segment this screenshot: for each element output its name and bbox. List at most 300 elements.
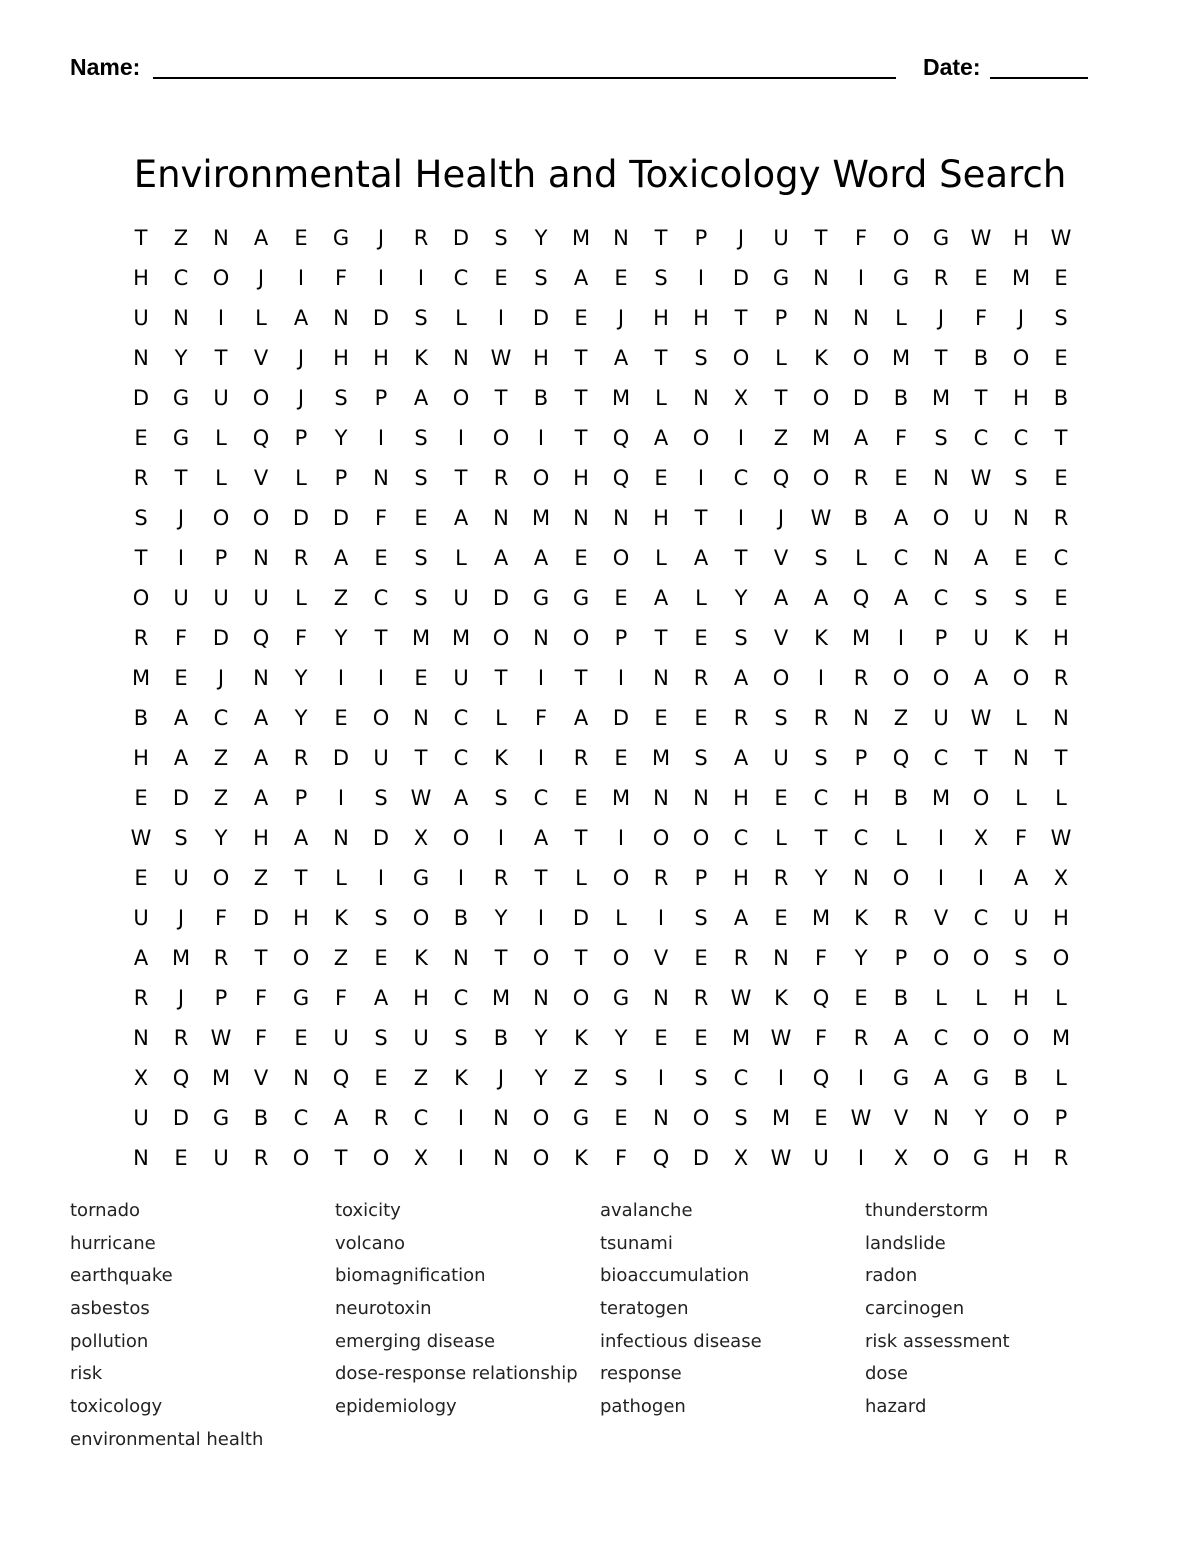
grid-letter[interactable]: Q <box>172 1066 190 1090</box>
grid-letter[interactable]: E <box>294 1026 308 1050</box>
grid-letter[interactable]: I <box>497 826 505 850</box>
grid-letter[interactable]: O <box>972 1026 990 1050</box>
grid-letter[interactable]: O <box>692 426 710 450</box>
grid-letter[interactable]: O <box>652 826 670 850</box>
grid-letter[interactable]: F <box>1014 826 1028 850</box>
grid-letter[interactable]: L <box>1015 706 1027 730</box>
grid-letter[interactable]: O <box>1012 1106 1030 1130</box>
grid-letter[interactable]: M <box>851 626 871 650</box>
grid-letter[interactable]: T <box>814 226 828 250</box>
grid-letter[interactable]: J <box>217 666 225 690</box>
grid-letter[interactable]: R <box>253 1146 269 1170</box>
grid-letter[interactable]: S <box>814 746 828 770</box>
grid-letter[interactable]: H <box>1013 226 1029 250</box>
grid-letter[interactable]: D <box>732 266 750 290</box>
grid-letter[interactable]: K <box>574 1146 588 1170</box>
grid-letter[interactable]: A <box>253 746 269 770</box>
grid-letter[interactable]: N <box>853 306 869 330</box>
grid-letter[interactable]: E <box>134 786 148 810</box>
grid-letter[interactable]: Y <box>534 226 548 250</box>
grid-letter[interactable]: M <box>411 626 431 650</box>
grid-letter[interactable]: F <box>214 906 228 930</box>
grid-letter[interactable]: R <box>213 946 229 970</box>
grid-letter[interactable]: L <box>455 306 467 330</box>
grid-letter[interactable]: E <box>1054 466 1068 490</box>
grid-letter[interactable]: D <box>132 386 150 410</box>
grid-letter[interactable]: N <box>653 1106 669 1130</box>
grid-letter[interactable]: R <box>853 666 869 690</box>
grid-letter[interactable]: G <box>412 866 430 890</box>
grid-letter[interactable]: F <box>614 1146 628 1170</box>
grid-letter[interactable]: N <box>613 506 629 530</box>
grid-letter[interactable]: L <box>655 546 667 570</box>
grid-letter[interactable]: C <box>733 466 749 490</box>
grid-letter[interactable]: Q <box>252 426 270 450</box>
grid-letter[interactable]: X <box>413 826 429 850</box>
grid-letter[interactable]: U <box>213 386 229 410</box>
grid-letter[interactable]: P <box>694 866 708 890</box>
grid-letter[interactable]: E <box>1054 346 1068 370</box>
grid-letter[interactable]: W <box>1050 826 1072 850</box>
grid-letter[interactable]: U <box>773 226 789 250</box>
grid-letter[interactable]: O <box>252 506 270 530</box>
grid-letter[interactable]: T <box>534 866 548 890</box>
grid-letter[interactable]: M <box>651 746 671 770</box>
grid-letter[interactable]: S <box>494 786 508 810</box>
grid-letter[interactable]: M <box>931 386 951 410</box>
grid-letter[interactable]: A <box>733 666 749 690</box>
grid-letter[interactable]: N <box>653 986 669 1010</box>
grid-letter[interactable]: S <box>694 346 708 370</box>
grid-letter[interactable]: O <box>212 506 230 530</box>
grid-letter[interactable]: L <box>975 986 987 1010</box>
grid-letter[interactable]: C <box>1053 546 1069 570</box>
grid-letter[interactable]: N <box>933 466 949 490</box>
grid-letter[interactable]: I <box>737 506 745 530</box>
grid-letter[interactable]: D <box>332 746 350 770</box>
grid-letter[interactable]: L <box>295 466 307 490</box>
grid-letter[interactable]: A <box>973 666 989 690</box>
grid-letter[interactable]: E <box>574 546 588 570</box>
grid-letter[interactable]: Q <box>612 466 630 490</box>
grid-letter[interactable]: L <box>775 826 787 850</box>
grid-letter[interactable]: I <box>857 1066 865 1090</box>
grid-letter[interactable]: N <box>1013 746 1029 770</box>
grid-letter[interactable]: N <box>253 666 269 690</box>
grid-letter[interactable]: T <box>574 386 588 410</box>
grid-letter[interactable]: C <box>973 426 989 450</box>
date-blank-line[interactable] <box>990 77 1088 79</box>
grid-letter[interactable]: G <box>572 586 590 610</box>
grid-letter[interactable]: F <box>334 266 348 290</box>
grid-letter[interactable]: F <box>534 706 548 730</box>
grid-letter[interactable]: U <box>973 506 989 530</box>
grid-letter[interactable]: R <box>133 466 149 490</box>
grid-letter[interactable]: I <box>617 666 625 690</box>
grid-letter[interactable]: M <box>931 786 951 810</box>
grid-letter[interactable]: S <box>414 546 428 570</box>
grid-letter[interactable]: E <box>654 706 668 730</box>
grid-letter[interactable]: Q <box>612 426 630 450</box>
grid-letter[interactable]: W <box>970 466 992 490</box>
grid-letter[interactable]: L <box>255 306 267 330</box>
grid-letter[interactable]: Y <box>734 586 748 610</box>
grid-letter[interactable]: T <box>454 466 468 490</box>
grid-letter[interactable]: L <box>1015 786 1027 810</box>
grid-letter[interactable]: F <box>294 626 308 650</box>
grid-letter[interactable]: F <box>854 226 868 250</box>
grid-letter[interactable]: T <box>494 386 508 410</box>
grid-letter[interactable]: O <box>812 386 830 410</box>
grid-letter[interactable]: K <box>574 1026 588 1050</box>
grid-letter[interactable]: O <box>1052 946 1070 970</box>
grid-letter[interactable]: J <box>777 506 785 530</box>
grid-letter[interactable]: T <box>494 946 508 970</box>
grid-letter[interactable]: S <box>694 1066 708 1090</box>
grid-letter[interactable]: H <box>1013 386 1029 410</box>
grid-letter[interactable]: N <box>133 1026 149 1050</box>
grid-letter[interactable]: C <box>733 1066 749 1090</box>
grid-letter[interactable]: M <box>451 626 471 650</box>
grid-letter[interactable]: O <box>812 466 830 490</box>
grid-letter[interactable]: T <box>574 346 588 370</box>
grid-letter[interactable]: U <box>253 586 269 610</box>
grid-letter[interactable]: S <box>814 546 828 570</box>
grid-letter[interactable]: T <box>814 826 828 850</box>
grid-letter[interactable]: O <box>132 586 150 610</box>
grid-letter[interactable]: A <box>413 386 429 410</box>
grid-letter[interactable]: M <box>171 946 191 970</box>
grid-letter[interactable]: S <box>134 506 148 530</box>
grid-letter[interactable]: A <box>133 946 149 970</box>
grid-letter[interactable]: O <box>692 826 710 850</box>
grid-letter[interactable]: S <box>614 1066 628 1090</box>
grid-letter[interactable]: E <box>414 666 428 690</box>
grid-letter[interactable]: Y <box>614 1026 628 1050</box>
grid-letter[interactable]: C <box>893 546 909 570</box>
grid-letter[interactable]: L <box>295 586 307 610</box>
grid-letter[interactable]: N <box>493 1146 509 1170</box>
grid-letter[interactable]: C <box>453 986 469 1010</box>
grid-letter[interactable]: S <box>414 586 428 610</box>
grid-letter[interactable]: U <box>453 586 469 610</box>
grid-letter[interactable]: E <box>1054 266 1068 290</box>
grid-letter[interactable]: V <box>253 466 269 490</box>
grid-letter[interactable]: A <box>973 546 989 570</box>
grid-letter[interactable]: I <box>937 826 945 850</box>
grid-letter[interactable]: W <box>970 706 992 730</box>
grid-letter[interactable]: O <box>1012 666 1030 690</box>
grid-letter[interactable]: C <box>533 786 549 810</box>
grid-letter[interactable]: C <box>933 586 949 610</box>
grid-letter[interactable]: O <box>852 346 870 370</box>
grid-letter[interactable]: C <box>293 1106 309 1130</box>
grid-letter[interactable]: M <box>1051 1026 1071 1050</box>
grid-letter[interactable]: N <box>253 546 269 570</box>
grid-letter[interactable]: Y <box>974 1106 988 1130</box>
grid-letter[interactable]: N <box>693 386 709 410</box>
grid-letter[interactable]: X <box>1053 866 1069 890</box>
grid-letter[interactable]: F <box>174 626 188 650</box>
grid-letter[interactable]: V <box>773 626 789 650</box>
grid-letter[interactable]: I <box>537 426 545 450</box>
grid-letter[interactable]: E <box>374 546 388 570</box>
grid-letter[interactable]: L <box>1055 1066 1067 1090</box>
grid-letter[interactable]: H <box>653 306 669 330</box>
grid-letter[interactable]: E <box>494 266 508 290</box>
grid-letter[interactable]: S <box>534 266 548 290</box>
grid-letter[interactable]: Y <box>214 826 228 850</box>
grid-letter[interactable]: O <box>932 946 950 970</box>
grid-letter[interactable]: D <box>852 386 870 410</box>
grid-letter[interactable]: M <box>811 906 831 930</box>
grid-letter[interactable]: A <box>733 906 749 930</box>
grid-letter[interactable]: P <box>894 946 908 970</box>
grid-letter[interactable]: V <box>253 346 269 370</box>
grid-letter[interactable]: X <box>893 1146 909 1170</box>
grid-letter[interactable]: S <box>374 906 388 930</box>
grid-letter[interactable]: A <box>453 506 469 530</box>
grid-letter[interactable]: C <box>813 786 829 810</box>
grid-letter[interactable]: E <box>974 266 988 290</box>
grid-letter[interactable]: J <box>497 1066 505 1090</box>
grid-letter[interactable]: M <box>811 426 831 450</box>
grid-letter[interactable]: T <box>574 426 588 450</box>
grid-letter[interactable]: Q <box>812 986 830 1010</box>
grid-letter[interactable]: G <box>612 986 630 1010</box>
grid-letter[interactable]: N <box>533 626 549 650</box>
grid-letter[interactable]: C <box>733 826 749 850</box>
grid-letter[interactable]: N <box>1053 706 1069 730</box>
grid-letter[interactable]: C <box>453 706 469 730</box>
grid-letter[interactable]: R <box>733 706 749 730</box>
grid-letter[interactable]: H <box>333 346 349 370</box>
grid-letter[interactable]: K <box>414 946 428 970</box>
grid-letter[interactable]: N <box>413 706 429 730</box>
grid-letter[interactable]: G <box>972 1146 990 1170</box>
grid-letter[interactable]: O <box>452 826 470 850</box>
grid-letter[interactable]: I <box>657 1066 665 1090</box>
grid-letter[interactable]: S <box>414 426 428 450</box>
grid-letter[interactable]: F <box>334 986 348 1010</box>
grid-letter[interactable]: T <box>214 346 228 370</box>
grid-letter[interactable]: O <box>612 546 630 570</box>
grid-letter[interactable]: H <box>693 306 709 330</box>
grid-letter[interactable]: O <box>532 466 550 490</box>
grid-letter[interactable]: L <box>575 866 587 890</box>
grid-letter[interactable]: O <box>732 346 750 370</box>
grid-letter[interactable]: E <box>814 1106 828 1130</box>
grid-letter[interactable]: O <box>532 1106 550 1130</box>
grid-letter[interactable]: O <box>932 506 950 530</box>
grid-letter[interactable]: N <box>493 1106 509 1130</box>
grid-letter[interactable]: T <box>654 226 668 250</box>
grid-letter[interactable]: L <box>1055 786 1067 810</box>
grid-letter[interactable]: N <box>333 306 349 330</box>
grid-letter[interactable]: E <box>334 706 348 730</box>
grid-letter[interactable]: O <box>212 866 230 890</box>
grid-letter[interactable]: F <box>254 1026 268 1050</box>
grid-letter[interactable]: H <box>1013 986 1029 1010</box>
grid-letter[interactable]: V <box>253 1066 269 1090</box>
grid-letter[interactable]: J <box>377 226 385 250</box>
grid-letter[interactable]: Q <box>252 626 270 650</box>
grid-letter[interactable]: V <box>933 906 949 930</box>
grid-letter[interactable]: H <box>853 786 869 810</box>
grid-letter[interactable]: T <box>134 226 148 250</box>
grid-letter[interactable]: S <box>654 266 668 290</box>
grid-letter[interactable]: I <box>377 866 385 890</box>
grid-letter[interactable]: T <box>974 386 988 410</box>
grid-letter[interactable]: A <box>693 546 709 570</box>
grid-letter[interactable]: H <box>1053 626 1069 650</box>
grid-letter[interactable]: A <box>533 546 549 570</box>
grid-letter[interactable]: X <box>133 1066 149 1090</box>
grid-letter[interactable]: R <box>773 866 789 890</box>
grid-letter[interactable]: D <box>372 826 390 850</box>
grid-letter[interactable]: K <box>334 906 348 930</box>
grid-letter[interactable]: N <box>373 466 389 490</box>
grid-letter[interactable]: O <box>492 626 510 650</box>
grid-letter[interactable]: A <box>853 426 869 450</box>
grid-letter[interactable]: R <box>653 866 669 890</box>
grid-letter[interactable]: R <box>1053 666 1069 690</box>
grid-letter[interactable]: E <box>894 466 908 490</box>
grid-letter[interactable]: E <box>1014 546 1028 570</box>
grid-letter[interactable]: A <box>453 786 469 810</box>
grid-letter[interactable]: I <box>297 266 305 290</box>
grid-letter[interactable]: E <box>174 666 188 690</box>
grid-letter[interactable]: Q <box>852 586 870 610</box>
grid-letter[interactable]: K <box>494 746 508 770</box>
grid-letter[interactable]: R <box>293 746 309 770</box>
grid-letter[interactable]: R <box>493 466 509 490</box>
grid-letter[interactable]: H <box>533 346 549 370</box>
grid-letter[interactable]: R <box>893 906 909 930</box>
grid-letter[interactable]: D <box>492 586 510 610</box>
grid-letter[interactable]: B <box>893 986 909 1010</box>
grid-letter[interactable]: E <box>614 586 628 610</box>
grid-letter[interactable]: O <box>372 1146 390 1170</box>
grid-letter[interactable]: L <box>655 386 667 410</box>
grid-letter[interactable]: Y <box>294 706 308 730</box>
grid-letter[interactable]: A <box>333 1106 349 1130</box>
grid-letter[interactable]: U <box>133 1106 149 1130</box>
grid-letter[interactable]: P <box>334 466 348 490</box>
grid-letter[interactable]: I <box>337 666 345 690</box>
grid-letter[interactable]: O <box>932 666 950 690</box>
grid-letter[interactable]: B <box>253 1106 269 1130</box>
grid-letter[interactable]: M <box>891 346 911 370</box>
grid-letter[interactable]: E <box>774 906 788 930</box>
grid-letter[interactable]: G <box>892 266 910 290</box>
grid-letter[interactable]: T <box>574 826 588 850</box>
grid-letter[interactable]: I <box>977 866 985 890</box>
grid-letter[interactable]: S <box>774 706 788 730</box>
grid-letter[interactable]: A <box>533 826 549 850</box>
grid-letter[interactable]: H <box>733 866 749 890</box>
grid-letter[interactable]: C <box>933 746 949 770</box>
grid-letter[interactable]: W <box>210 1026 232 1050</box>
grid-letter[interactable]: J <box>177 906 185 930</box>
grid-letter[interactable]: R <box>693 666 709 690</box>
grid-letter[interactable]: B <box>493 1026 509 1050</box>
grid-letter[interactable]: O <box>1012 346 1030 370</box>
grid-letter[interactable]: L <box>895 826 907 850</box>
grid-letter[interactable]: A <box>613 346 629 370</box>
grid-letter[interactable]: L <box>855 546 867 570</box>
grid-letter[interactable]: I <box>777 1066 785 1090</box>
grid-letter[interactable]: C <box>373 586 389 610</box>
grid-letter[interactable]: G <box>932 226 950 250</box>
grid-letter[interactable]: E <box>614 1106 628 1130</box>
grid-letter[interactable]: A <box>893 506 909 530</box>
grid-letter[interactable]: R <box>573 746 589 770</box>
grid-letter[interactable]: N <box>813 266 829 290</box>
grid-letter[interactable]: T <box>734 546 748 570</box>
grid-letter[interactable]: L <box>215 466 227 490</box>
grid-letter[interactable]: S <box>374 1026 388 1050</box>
grid-letter[interactable]: K <box>1014 626 1028 650</box>
grid-letter[interactable]: A <box>653 426 669 450</box>
grid-letter[interactable]: Z <box>413 1066 429 1090</box>
grid-letter[interactable]: H <box>573 466 589 490</box>
grid-letter[interactable]: N <box>133 1146 149 1170</box>
grid-letter[interactable]: V <box>773 546 789 570</box>
grid-letter[interactable]: L <box>455 546 467 570</box>
grid-letter[interactable]: J <box>257 266 265 290</box>
grid-letter[interactable]: A <box>253 786 269 810</box>
grid-letter[interactable]: S <box>494 226 508 250</box>
grid-letter[interactable]: S <box>734 1106 748 1130</box>
grid-letter[interactable]: Y <box>334 426 348 450</box>
grid-letter[interactable]: W <box>850 1106 872 1130</box>
grid-letter[interactable]: U <box>373 746 389 770</box>
grid-letter[interactable]: S <box>694 906 708 930</box>
grid-letter[interactable]: Q <box>772 466 790 490</box>
grid-letter[interactable]: M <box>731 1026 751 1050</box>
grid-letter[interactable]: E <box>694 706 708 730</box>
grid-letter[interactable]: M <box>1011 266 1031 290</box>
grid-letter[interactable]: I <box>657 906 665 930</box>
grid-letter[interactable]: N <box>613 226 629 250</box>
grid-letter[interactable]: R <box>413 226 429 250</box>
grid-letter[interactable]: N <box>853 706 869 730</box>
grid-letter[interactable]: U <box>173 586 189 610</box>
grid-letter[interactable]: G <box>212 1106 230 1130</box>
grid-letter[interactable]: R <box>693 986 709 1010</box>
grid-letter[interactable]: R <box>1053 1146 1069 1170</box>
grid-letter[interactable]: B <box>1053 386 1069 410</box>
grid-letter[interactable]: U <box>333 1026 349 1050</box>
grid-letter[interactable]: U <box>213 586 229 610</box>
grid-letter[interactable]: L <box>935 986 947 1010</box>
grid-letter[interactable]: R <box>493 866 509 890</box>
grid-letter[interactable]: T <box>254 946 268 970</box>
grid-letter[interactable]: W <box>770 1026 792 1050</box>
grid-letter[interactable]: R <box>173 1026 189 1050</box>
grid-letter[interactable]: J <box>617 306 625 330</box>
grid-letter[interactable]: E <box>374 1066 388 1090</box>
grid-letter[interactable]: R <box>853 1026 869 1050</box>
grid-letter[interactable]: Y <box>854 946 868 970</box>
grid-letter[interactable]: C <box>933 1026 949 1050</box>
grid-letter[interactable]: T <box>774 386 788 410</box>
grid-letter[interactable]: E <box>1054 586 1068 610</box>
grid-letter[interactable]: K <box>454 1066 468 1090</box>
grid-letter[interactable]: U <box>213 1146 229 1170</box>
grid-letter[interactable]: Z <box>213 746 229 770</box>
